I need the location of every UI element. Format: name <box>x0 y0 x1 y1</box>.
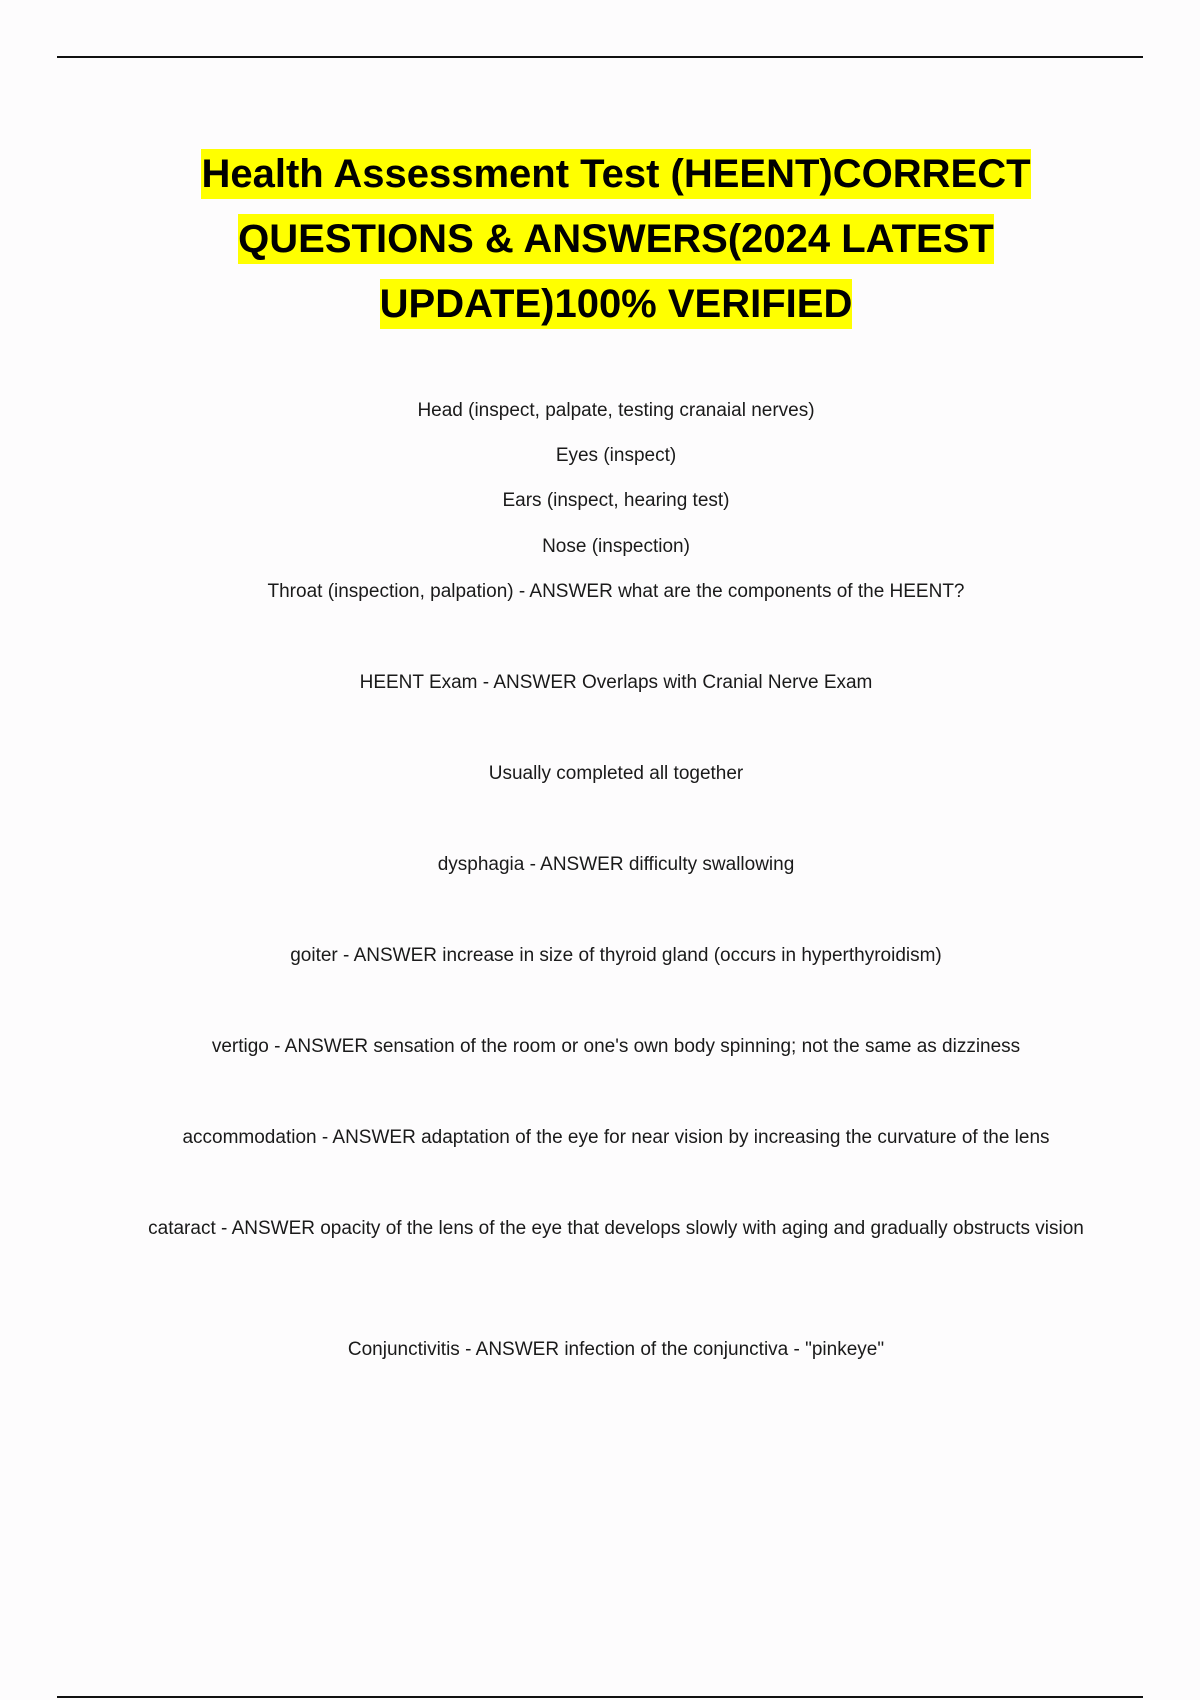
qa-item: goiter - ANSWER increase in size of thyroid gland (occurs in hyperthyroidism) <box>290 945 942 966</box>
document-title <box>100 142 1132 337</box>
qa-item: dysphagia - ANSWER difficulty swallowing <box>437 854 795 875</box>
qa-item: cataract - ANSWER opacity of the lens of the eye that develops slowly with aging and gradually obstructs vision <box>148 1218 1084 1239</box>
top-rule <box>57 56 1143 58</box>
title-highlight: Health Assessment Test (HEENT)CORRECT QUESTIONS & ANSWERS(2024 LATEST UPDATE)100% VERIFIED <box>201 149 1030 329</box>
qa-item: vertigo - ANSWER sensation of the room or one's own body spinning; not the same as dizziness <box>211 1036 1021 1057</box>
bottom-rule <box>57 1696 1143 1698</box>
body-line: Nose (inspection) <box>542 536 690 557</box>
qa-item: Conjunctivitis - ANSWER infection of the conjunctiva - "pinkeye" <box>347 1339 885 1360</box>
qa-item: HEENT Exam - ANSWER Overlaps with Cranial Nerve Exam <box>359 672 873 693</box>
body-line: Ears (inspect, hearing test) <box>502 490 730 511</box>
qa-item: accommodation - ANSWER adaptation of the eye for near vision by increasing the curvature of the lens <box>182 1127 1050 1148</box>
body-line: Throat (inspection, palpation) - ANSWER what are the components of the HEENT? <box>267 581 965 602</box>
body-line: Eyes (inspect) <box>555 445 677 466</box>
qa-item: Usually completed all together <box>488 763 744 784</box>
body-line: Head (inspect, palpate, testing cranaial nerves) <box>417 400 815 421</box>
